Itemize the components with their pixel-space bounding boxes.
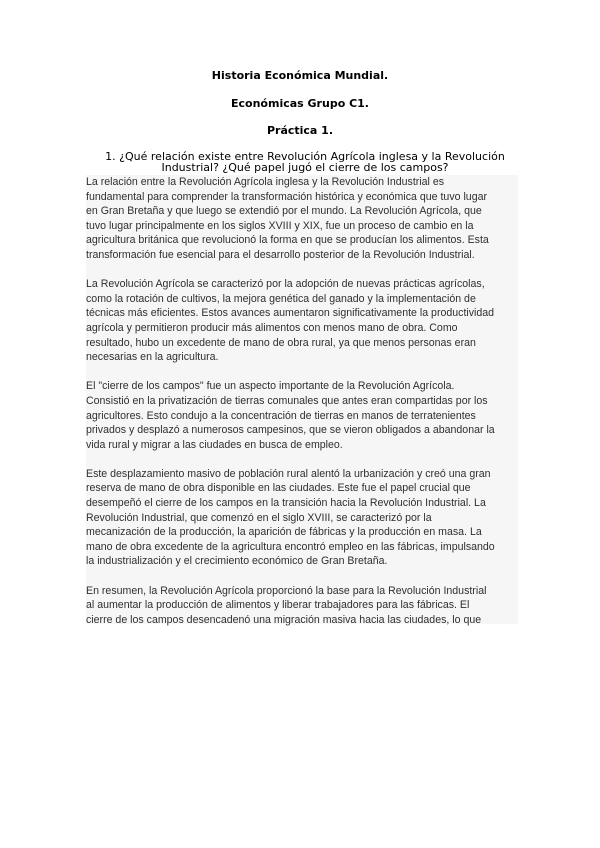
answer-line: Revolución Industrial, que comenzó en el siglo XVIII, se caracterizó por la: [86, 511, 432, 524]
answer-line: Este desplazamiento masivo de población rural alentó la urbanización y creó una gran: [86, 467, 491, 480]
answer-line: tuvo lugar principalmente en los siglos XVIII y XIX, fue un proceso de cambio en la: [86, 219, 474, 232]
answer-text-block: [86, 175, 518, 624]
answer-line: mano de obra excedente de la agricultura encontró empleo en las fábricas, impulsando: [86, 540, 495, 553]
answer-line: desempeñó el cierre de los campos en la transición hacia la Revolución Industrial. La: [86, 497, 486, 510]
answer-line: cierre de los campos desencadenó una migración masiva hacia las ciudades, lo que: [86, 613, 482, 626]
answer-line: agrícola y permitieron producir más alimentos con menos mano de obra. Como: [86, 321, 458, 334]
answer-line: fundamental para comprender la transformación histórica y económica que tuvo lugar: [86, 190, 488, 203]
answer-line: la industrialización y el crecimiento económico de Gran Bretaña.: [86, 555, 388, 568]
answer-paragraph: [86, 277, 518, 365]
answer-paragraph: [86, 379, 518, 452]
answer-line: El "cierre de los campos" fue un aspecto importante de la Revolución Agrícola.: [86, 380, 455, 393]
answer-line: vida rural y migrar a las ciudades en busca de empleo.: [86, 438, 343, 451]
answer-paragraph: [86, 467, 518, 569]
answer-line: como la rotación de cultivos, la mejora genética del ganado y la implementación de: [86, 292, 476, 305]
answer-line: En resumen, la Revolución Agrícola proporcionó la base para la Revolución Industrial: [86, 584, 487, 597]
answer-line: Consistió en la privatización de tierras comunales que antes eran compartidas por los: [86, 394, 488, 407]
answer-line: reserva de mano de obra disponible en las ciudades. Este fue el papel crucial que: [86, 482, 471, 495]
document-title: Historia Económica Mundial.: [211, 69, 389, 82]
answer-line: al aumentar la producción de alimentos y liberar trabajadores para las fábricas. El: [86, 599, 470, 612]
answer-line: privados y desplazó a numerosos campesinos, que se vieron obligados a abandonar la: [86, 424, 495, 437]
answer-line: técnicas más eficientes. Estos avances aumentaron significativamente la productividad: [86, 307, 495, 320]
answer-line: necesarias en la agricultura.: [86, 351, 219, 364]
answer-line: La Revolución Agrícola se caracterizó por la adopción de nuevas prácticas agrícolas,: [86, 278, 485, 291]
question-line: Industrial? ¿Qué papel jugó el cierre de los campos?: [161, 161, 449, 174]
question-line: 1. ¿Qué relación existe entre Revolución Agrícola inglesa y la Revolución: [105, 150, 505, 163]
answer-line: La relación entre la Revolución Agrícola inglesa y la Revolución Industrial es: [86, 176, 445, 188]
question-1: [90, 151, 520, 173]
answer-line: agricultores. Esto condujo a la concentración de tierras en manos de terratenientes: [86, 409, 476, 422]
answer-line: agricultura británica que revolucionó la forma en que se producían los alimentos. Esta: [86, 234, 489, 247]
group-heading: Económicas Grupo C1.: [231, 97, 369, 110]
answer-line: mecanización de la producción, la aparición de fábricas y la producción en masa. La: [86, 526, 482, 539]
practice-heading: Práctica 1.: [266, 124, 334, 137]
answer-line: resultado, hubo un excedente de mano de obra rural, ya que menos personas eran: [86, 336, 476, 349]
answer-paragraph: [86, 175, 518, 263]
answer-line: en Gran Bretaña y que luego se extendió por el mundo. La Revolución Agrícola, que: [86, 205, 482, 218]
answer-line: transformación fue esencial para el desarrollo posterior de la Revolución Industrial.: [86, 248, 475, 261]
answer-paragraph: [86, 584, 518, 628]
